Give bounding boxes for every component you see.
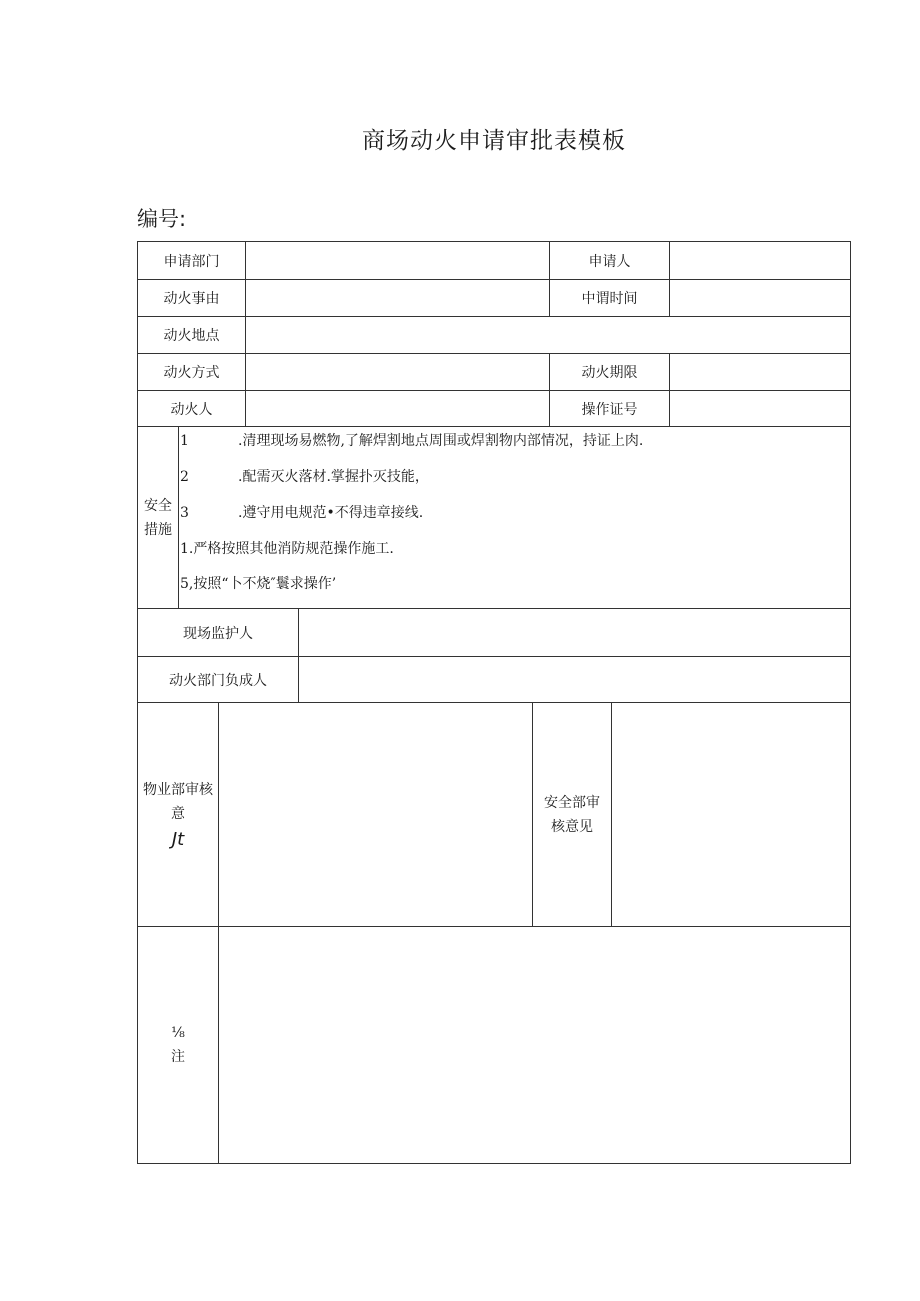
fire-person-field[interactable]: [245, 390, 550, 427]
safety-review-field[interactable]: [611, 702, 851, 927]
safety-item-text: .清理现场易燃物,了解焊割地点周围或焊割物内部情况，持证上肉.: [238, 433, 644, 449]
safety-review-label: [532, 702, 612, 927]
apply-dept-field[interactable]: [245, 241, 550, 280]
safety-item-text: 5,按照“卜不烧″鬟求操作’: [180, 576, 337, 592]
fire-reason-field[interactable]: [245, 279, 550, 317]
safety-item: [180, 538, 394, 558]
fire-method-field[interactable]: [245, 353, 550, 391]
operation-cert-field[interactable]: [669, 390, 851, 427]
remarks-line-1: ⅛: [171, 1025, 185, 1041]
safety-label-line-1: 安全: [144, 497, 172, 514]
safety-review-line-2: 核意见: [551, 818, 593, 835]
safety-label-line-2: 措施: [144, 521, 172, 538]
applicant-field[interactable]: [669, 241, 851, 280]
fire-person-label: 动火人: [137, 390, 246, 427]
applicant-label: 申请人: [549, 241, 670, 280]
safety-item: [180, 502, 423, 522]
safety-item-num: 3: [180, 505, 189, 521]
safety-review-line-1: 安全部审: [544, 794, 600, 811]
apply-time-field[interactable]: [669, 279, 851, 317]
site-supervisor-field[interactable]: [298, 608, 851, 657]
safety-item: [180, 466, 429, 486]
property-review-line-1: 物业部审核: [143, 781, 213, 798]
safety-item-num: 1: [180, 433, 189, 449]
apply-time-label: 中谓时间: [549, 279, 670, 317]
apply-dept-label: 申请部门: [137, 241, 246, 280]
safety-item-text: .配需灭火落材.掌握扑灭技能，: [238, 469, 429, 485]
property-review-field[interactable]: [218, 702, 533, 927]
serial-number-label: 编号:: [137, 207, 187, 231]
page-title: 商场动火申请审批表模板: [362, 128, 626, 154]
safety-measures-label: [137, 426, 179, 609]
fire-reason-label: 动火事由: [137, 279, 246, 317]
fire-method-label: 动火方式: [137, 353, 246, 391]
remarks-label: [137, 926, 219, 1164]
property-review-mark: Jt: [171, 828, 185, 850]
remarks-field[interactable]: [218, 926, 851, 1164]
fire-location-label: 动火地点: [137, 316, 246, 354]
safety-item: [180, 573, 336, 593]
site-supervisor-label: 现场监护人: [137, 608, 299, 657]
dept-head-field[interactable]: [298, 656, 851, 703]
fire-period-label: 动火期限: [549, 353, 670, 391]
safety-item-text: 1.严格按照其他消防规范操作施工.: [180, 541, 394, 557]
safety-item: [180, 430, 643, 450]
operation-cert-label: 操作证号: [549, 390, 670, 427]
remarks-line-2: 注: [171, 1049, 185, 1065]
fire-location-field[interactable]: [245, 316, 851, 354]
property-review-line-2: 意: [171, 805, 185, 822]
fire-period-field[interactable]: [669, 353, 851, 391]
dept-head-label: 动火部门负成人: [137, 656, 299, 703]
safety-item-num: 2: [180, 469, 189, 485]
safety-item-text: .遵守用电规范•不得违章接线.: [238, 505, 424, 521]
property-review-label: [137, 702, 219, 927]
